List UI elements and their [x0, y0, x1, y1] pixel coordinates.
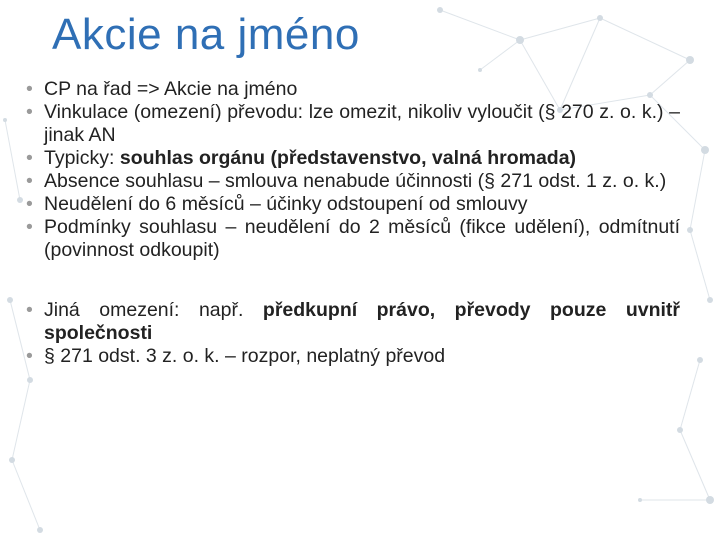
bullet-text: Jiná omezení: např.	[44, 299, 263, 321]
slide-content	[24, 78, 680, 368]
slide-title: Akcie na jméno	[52, 10, 360, 59]
bullet-item	[24, 299, 680, 345]
bullet-item	[24, 147, 680, 170]
bullet-text: CP na řad => Akcie na jméno	[44, 78, 298, 100]
bullet-text: § 271 odst. 3 z. o. k. – rozpor, neplatný převod	[44, 345, 446, 367]
bullet-text: Typicky:	[44, 147, 120, 169]
bullet-bold-text: předkupní právo, převody pouze uvnitř společnosti	[44, 299, 680, 344]
bullet-text: Podmínky souhlasu – neudělení do 2 měsíců (fikce udělení), odmítnutí (povinnost odkoupit)	[44, 216, 680, 261]
bullet-item	[24, 170, 680, 193]
bullet-text: Absence souhlasu – smlouva nenabude účinnosti (§ 271 odst. 1 z. o. k.)	[44, 170, 667, 192]
bullet-bold-text: souhlas orgánu (představenstvo, valná hromada)	[119, 147, 577, 169]
bullet-text: Neudělení do 6 měsíců – účinky odstoupení od smlouvy	[44, 193, 528, 215]
bullet-item	[24, 345, 680, 368]
bullet-list	[24, 78, 680, 262]
bullet-list-secondary	[24, 299, 680, 368]
bullet-item	[24, 78, 680, 101]
bullet-item	[24, 193, 680, 216]
bullet-item	[24, 216, 680, 262]
bullet-text: Vinkulace (omezení) převodu: lze omezit, nikoliv vyloučit (§ 270 z. o. k.) – jinak AN	[44, 101, 680, 146]
bullet-item	[24, 101, 680, 147]
